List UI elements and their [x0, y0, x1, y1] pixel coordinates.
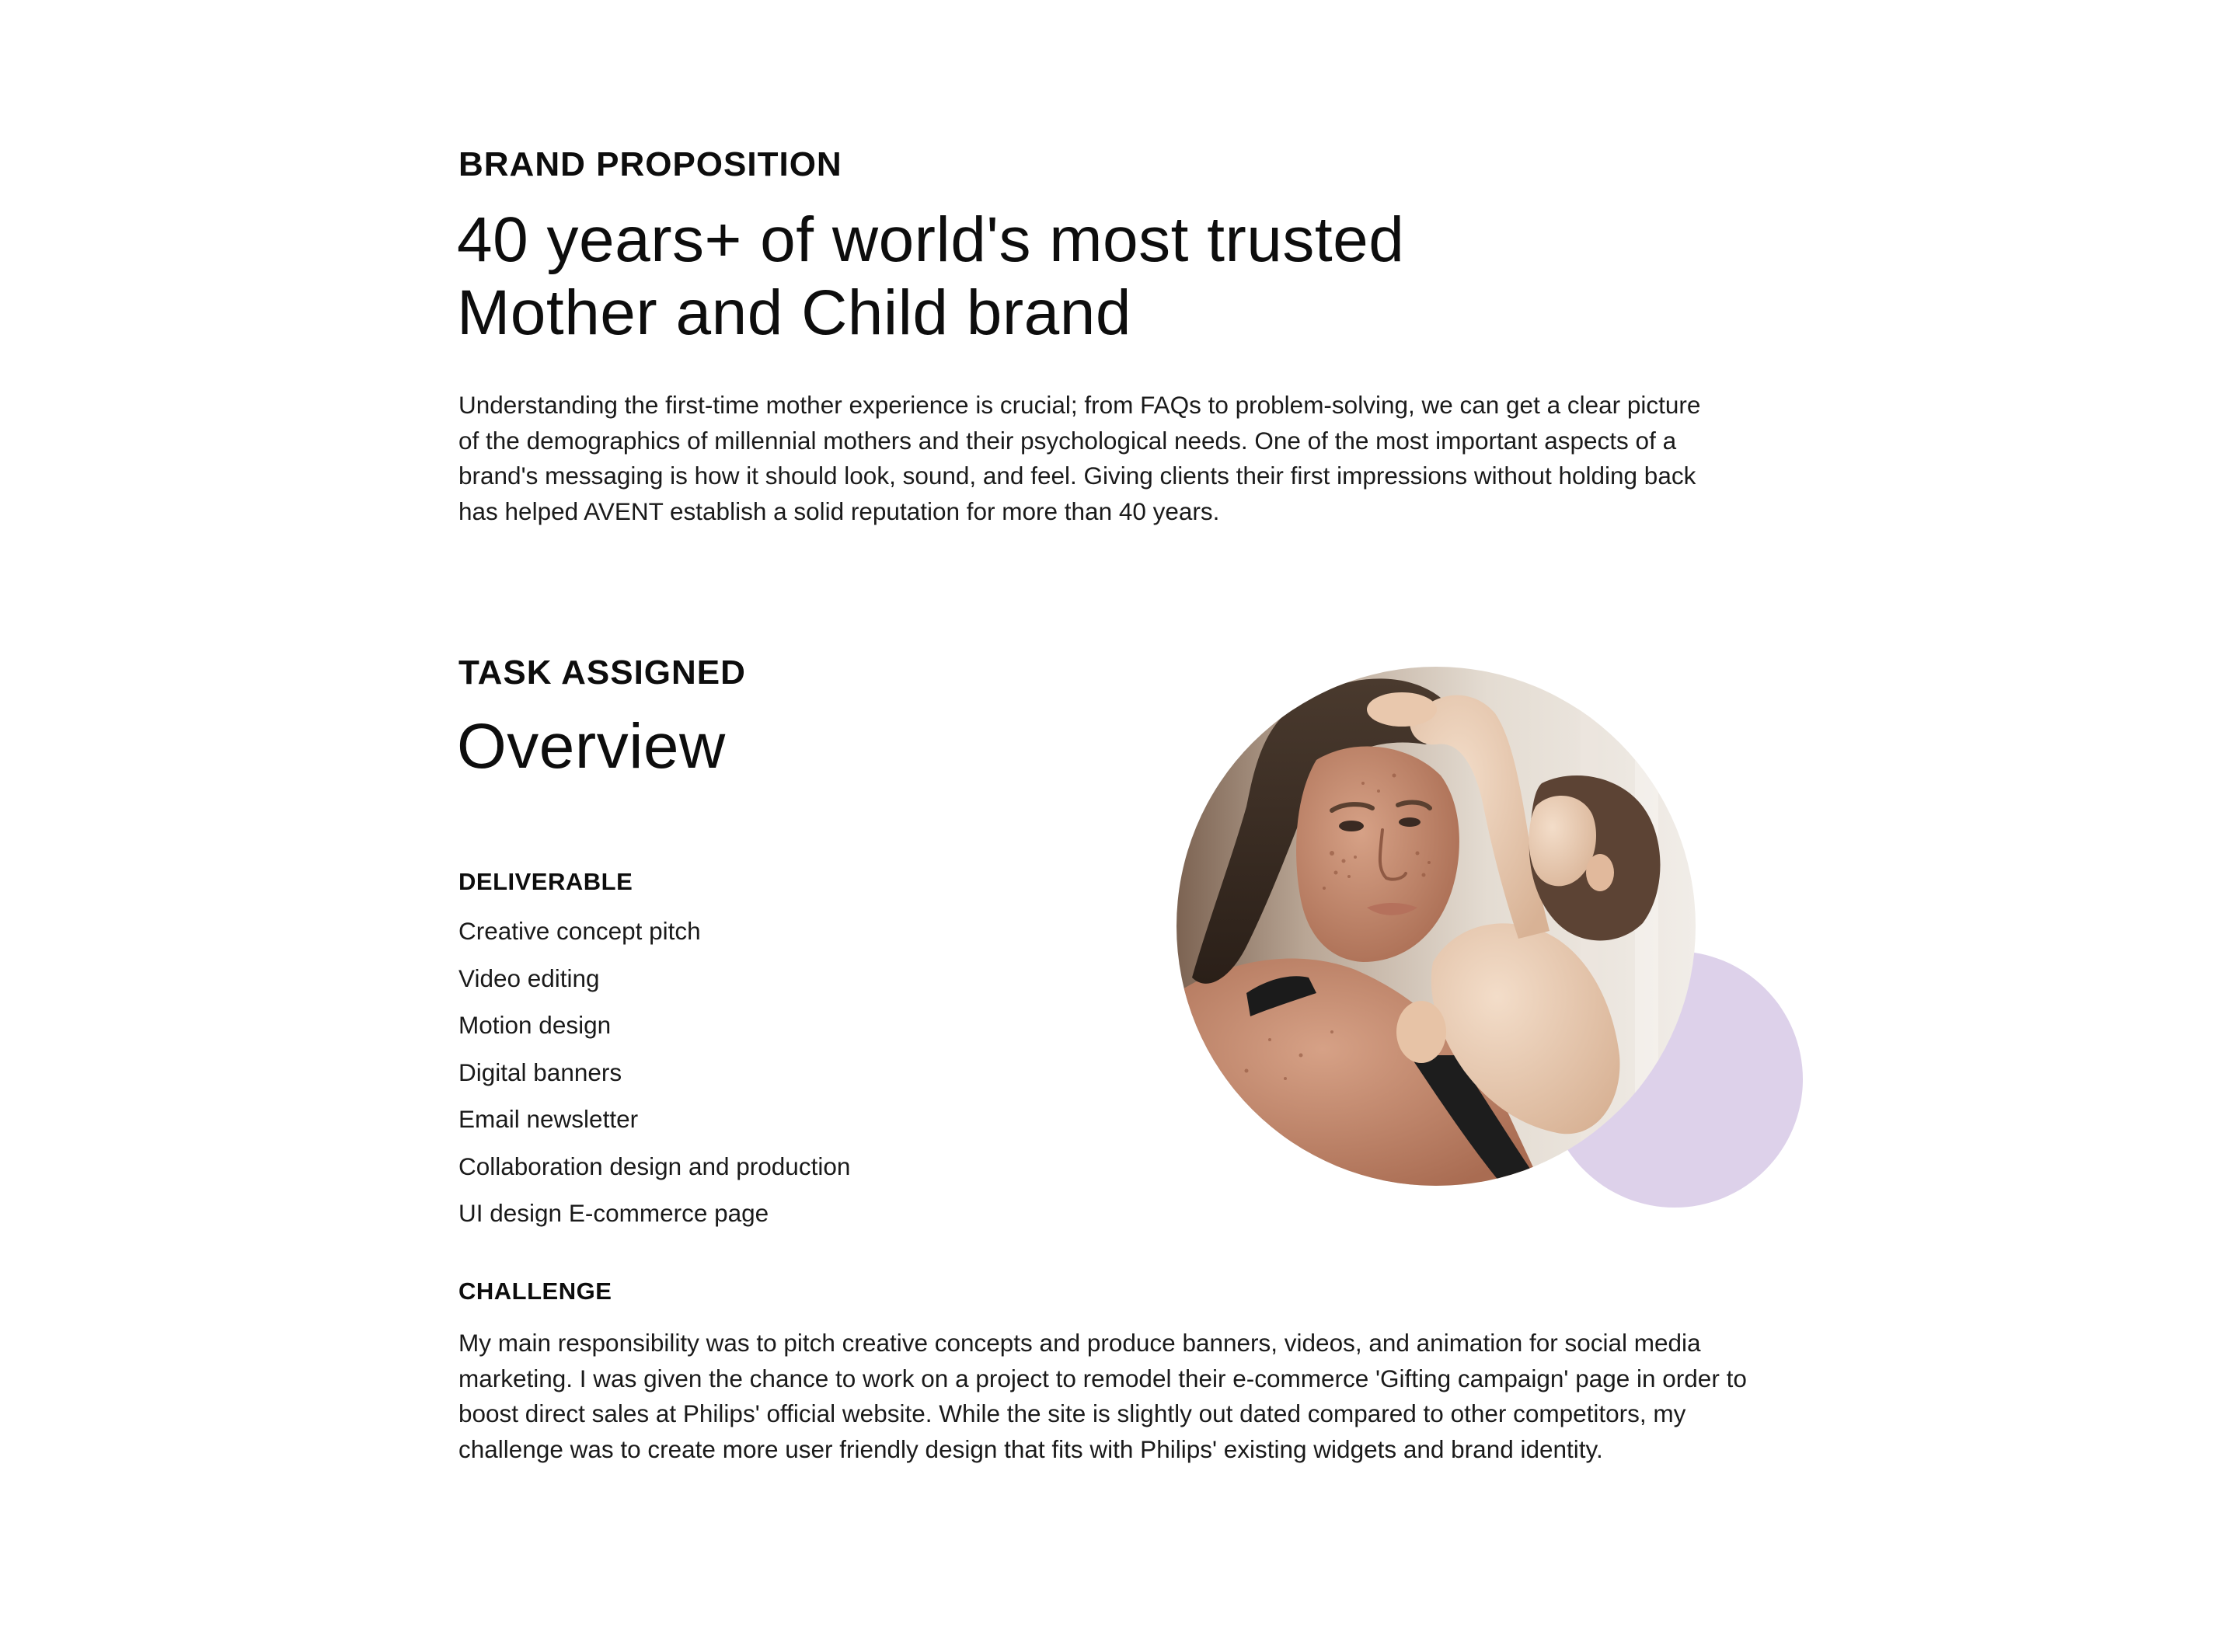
photo-illustration	[1177, 667, 1696, 1186]
deliverable-list	[458, 908, 850, 1237]
deliverable-item: Email newsletter	[458, 1105, 639, 1133]
deliverable-item: Collaboration design and production	[458, 1152, 851, 1180]
deliverable-label: DELIVERABLE	[458, 868, 633, 895]
brand-title	[457, 204, 1404, 350]
brand-body: Understanding the first-time mother experience is crucial; from FAQs to problem-solving, we can get a clear picture of the demographics of millennial mothers and their psychological needs. One of the most important aspects of a brand's messaging is how it should look, sound, and feel. Giving clients their first impressions without holding back has helped AVENT establish a solid reputation for more than 40 years.	[458, 391, 1701, 525]
deliverable-item: Creative concept pitch	[458, 917, 701, 945]
deliverable-item: Video editing	[458, 964, 600, 992]
deliverable-item: Digital banners	[458, 1058, 622, 1086]
brand-title-line-2: Mother and Child brand	[457, 277, 1131, 348]
deliverable-item: UI design E-commerce page	[458, 1199, 769, 1227]
brand-proposition-label: BRAND PROPOSITION	[458, 145, 842, 183]
brand-title-line-1: 40 years+ of world's most trusted	[457, 204, 1405, 275]
overview-title: Overview	[457, 711, 726, 782]
challenge-label: CHALLENGE	[458, 1277, 612, 1305]
deliverable-item: Motion design	[458, 1011, 612, 1039]
challenge-body: My main responsibility was to pitch creative concepts and produce banners, videos, and animation for social media marketing. I was given the chance to work on a project to remodel their e-commerce 'Gifting campaign' page in order to boost direct sales at Philips' official website. While the site is slightly out dated compared to other competitors, my challenge was to create more user friendly design that fits with Philips' existing widgets and brand identity.	[458, 1329, 1747, 1463]
task-assigned-label: TASK ASSIGNED	[458, 653, 746, 692]
mother-and-baby-photo	[1177, 667, 1696, 1186]
